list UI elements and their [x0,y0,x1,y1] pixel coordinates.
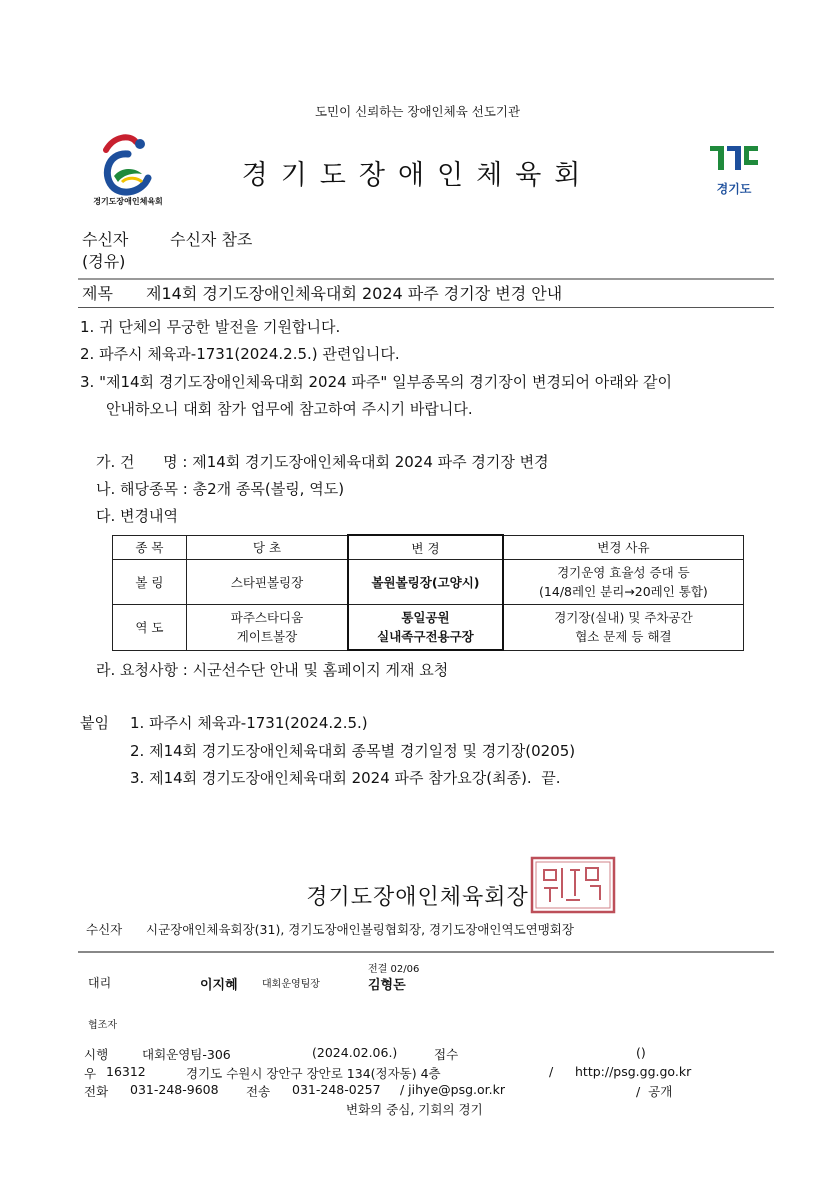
exec-date: (2024.02.06.) [312,1045,398,1060]
recipients-value: 시군장애인체육회장(31), 경기도장애인볼링협회장, 경기도장애인역도연맹회장 [146,922,574,937]
reason-line: 협소 문제 등 해결 [575,629,672,645]
separator: / [549,1064,554,1079]
email-link[interactable]: / jihye@psg.or.kr [400,1082,505,1097]
receipt-label: 접수 [434,1047,459,1062]
changed-cell [348,605,503,651]
disclosure-status: / 공개 [636,1084,673,1099]
phone-number: 031-248-9608 [130,1082,219,1097]
item-na: 나. 해당종목 : 총2개 종목(볼링, 역도) [96,480,345,498]
postal-label: 우 [84,1066,97,1081]
province-logo-caption: 경기도 [716,182,752,196]
header-changed: 변 경 [348,535,503,560]
address: 경기도 수원시 장안구 장안로 134(정자동) 4층 [186,1066,441,1081]
changed-venue: 통일공원 [401,610,450,625]
subject-label: 제목 [82,284,113,303]
table-row [113,605,744,651]
exec-label: 시행 [84,1047,109,1062]
attachment-item: 1. 파주시 체육과-1731(2024.2.5.) [130,714,368,732]
table-header-row [113,535,744,560]
paragraph-2: 2. 파주시 체육과-1731(2024.2.5.) 관련입니다. [80,345,400,363]
original-venue: 스타핀볼링장 [230,574,304,590]
recipient-value: 수신자 참조 [170,230,253,249]
via-label: (경유) [82,252,126,271]
fax-number: 031-248-0257 [292,1082,381,1097]
changed-venue: 볼원볼링장(고양시) [371,574,480,590]
original-venue: 파주스타디움 [230,610,304,626]
fax-label: 전송 [246,1084,271,1099]
receipt-value: () [636,1045,646,1060]
original-cell [186,560,348,605]
reason-line: 경기운영 효율성 증대 등 [557,565,690,580]
exec-value: 대회운영팀-306 [142,1047,231,1062]
item-ga: 가. 건 명 : 제14회 경기도장애인체육대회 2024 파주 경기장 변경 [96,453,549,471]
recipient-label: 수신자 [82,230,129,249]
attachment-item: 2. 제14회 경기도장애인체육대회 종목별 경기일정 및 경기장(0205) [130,742,576,760]
team-role: 대회운영팀장 [262,979,320,990]
cooperator-label: 협조자 [88,1020,117,1031]
header-original: 당 초 [186,535,348,560]
subject-divider [78,307,774,308]
original-cell [186,605,348,651]
event-cell: 볼 링 [113,560,187,605]
motto: 변화의 중심, 기회의 경기 [346,1102,483,1117]
reason-line: 경기장(실내) 및 주차공간 [554,610,693,626]
paragraph-3-line2: 안내하오니 대회 참가 업무에 참고하여 주시기 바랍니다. [106,400,473,418]
reason-cell [503,560,744,605]
reason-line: (14/8레인 분리→20레인 통합) [539,584,708,599]
drafter-role: 대리 [88,976,112,990]
item-da: 다. 변경내역 [96,507,178,525]
changed-venue: 실내족구전용구장 [377,629,474,644]
org-title: 경기도장애인체육회 [241,160,594,191]
website-link[interactable]: http://psg.gg.go.kr [575,1064,692,1079]
attachment-item: 3. 제14회 경기도장애인체육대회 2024 파주 참가요강(최종). 끝. [130,769,561,787]
reason-cell [503,605,744,651]
header-divider [78,278,774,280]
org-logo-caption: 경기도장애인체육회 [93,197,163,206]
signature-title: 경기도장애인체육회장 [306,885,529,910]
paragraph-1: 1. 귀 단체의 무궁한 발전을 기원합니다. [80,318,341,336]
item-ra: 라. 요청사항 : 시군선수단 안내 및 홈페이지 게재 요청 [96,661,449,679]
phone-label: 전화 [84,1084,109,1099]
original-venue: 게이트볼장 [236,629,298,645]
attachments-label: 붙임 [80,714,109,732]
changed-cell [348,560,503,605]
slogan: 도민이 신뢰하는 장애인체육 선도기관 [314,104,521,119]
header-event: 종 목 [113,535,187,560]
recipients-label: 수신자 [86,922,123,937]
subject-value: 제14회 경기도장애인체육대회 2024 파주 경기장 변경 안내 [146,284,563,303]
table-row [113,560,744,605]
decision-name: 김형돈 [368,978,406,993]
event-cell: 역 도 [113,605,187,651]
footer-divider [78,951,774,953]
paragraph-3-line1: 3. "제14회 경기도장애인체육대회 2024 파주" 일부종목의 경기장이 변경되어 아래와 같이 [80,373,672,391]
postal-code: 16312 [106,1064,146,1079]
drafter-name: 이지혜 [200,978,238,993]
changes-table [112,534,744,651]
header-reason: 변경 사유 [503,535,744,560]
decision-label: 전결 02/06 [368,964,420,975]
